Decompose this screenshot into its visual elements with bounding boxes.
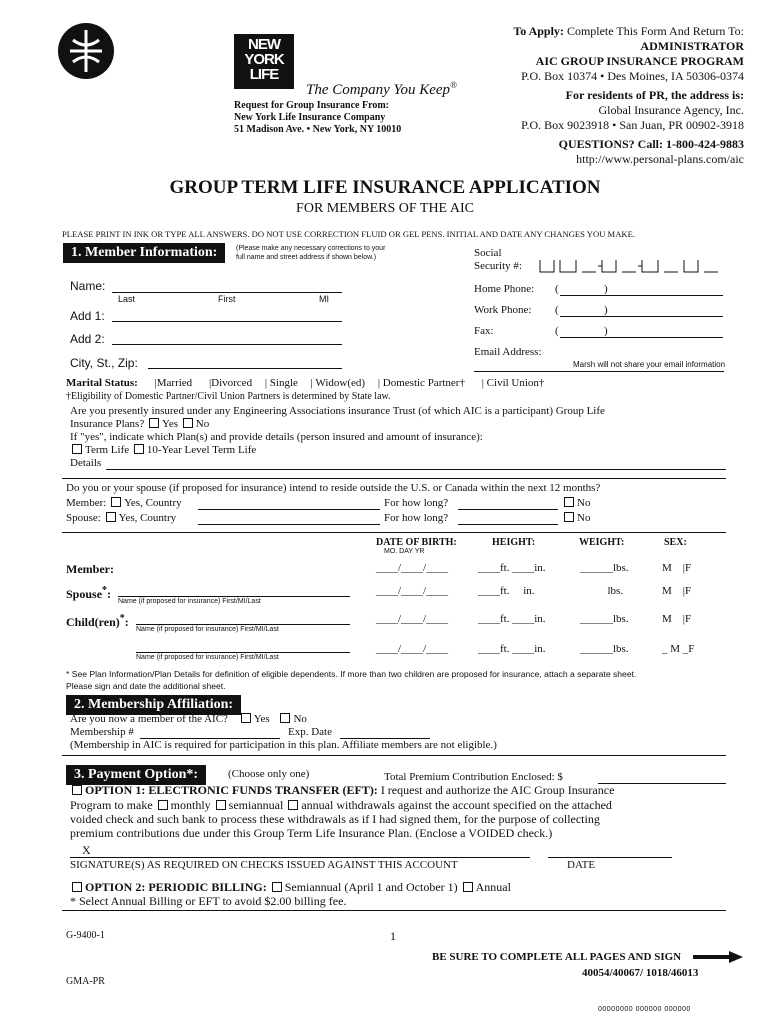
- option-2-line: [70, 880, 511, 895]
- semiannual-label: semiannual: [228, 798, 284, 812]
- member-sex[interactable]: M |F: [662, 562, 692, 574]
- form-number: G-9400-1: [66, 930, 105, 941]
- sex-header: SEX:: [664, 537, 687, 548]
- spouse-no-label: No: [577, 512, 591, 524]
- spouse-reside-label: Spouse:: [66, 512, 101, 524]
- spouse-sex[interactable]: M |F: [662, 585, 692, 597]
- spouse-how-long-field[interactable]: [458, 524, 558, 525]
- weight-header: WEIGHT:: [579, 537, 625, 548]
- section-3-header: 3. Payment Option*:: [66, 765, 206, 785]
- child2-weight[interactable]: ______lbs.: [580, 643, 629, 655]
- complete-notice: BE SURE TO COMPLETE ALL PAGES AND SIGN: [432, 951, 682, 963]
- option-2-title: OPTION 2: PERIODIC BILLING:: [85, 880, 267, 894]
- pr-line-1: Global Insurance Agency, Inc.: [598, 103, 744, 117]
- insured-no-label: No: [195, 418, 210, 430]
- term-life-label: Term Life: [85, 444, 130, 456]
- home-phone-field[interactable]: [560, 295, 723, 296]
- spouse-name-caption: Name (if proposed for insurance) First/MI/Last: [118, 598, 261, 605]
- term-life-checkbox[interactable]: [72, 444, 82, 454]
- height-header: HEIGHT:: [492, 537, 536, 548]
- first-label: First: [218, 294, 236, 304]
- if-yes-text: If "yes", indicate which Plan(s) and provide details (person insured and amount of insurance):: [70, 431, 483, 443]
- signature-field[interactable]: [70, 857, 530, 858]
- marital-civil-union[interactable]: Civil Union†: [486, 377, 545, 389]
- opt2-semiannual-label: Semiannual (April 1 and October 1): [284, 880, 458, 894]
- logo-line-3: LIFE: [249, 66, 279, 83]
- in-label: in.: [534, 613, 546, 625]
- tagline: [306, 80, 457, 99]
- in-label: in.: [534, 643, 546, 655]
- insured-question-2-text: Insurance Plans?: [70, 418, 145, 430]
- pr-lead: For residents of PR, the address is:: [565, 88, 744, 102]
- pr-line-2: P.O. Box 9023918 • San Juan, PR 00902-3918: [521, 118, 744, 132]
- spouse-yes-checkbox[interactable]: [106, 512, 116, 522]
- marital-label: Marital Status:: [66, 377, 138, 389]
- logo-line-1: NEW: [248, 36, 280, 53]
- last-label: Last: [118, 294, 136, 304]
- email-field[interactable]: [474, 371, 724, 372]
- ten-year-checkbox[interactable]: [134, 444, 144, 454]
- option-1-checkbox[interactable]: [72, 785, 82, 795]
- child1-weight[interactable]: ______lbs.: [580, 613, 629, 625]
- note-line-2: full name and street address if shown below.): [236, 254, 377, 261]
- child1-name-field[interactable]: [136, 624, 350, 625]
- spouse-reside: [66, 512, 176, 524]
- total-premium: Total Premium Contribution Enclosed: $: [384, 771, 563, 783]
- add2-label: Add 2:: [70, 332, 105, 346]
- fax-area: (: [555, 325, 559, 337]
- member-no-checkbox[interactable]: [564, 497, 574, 507]
- spouse-how-long-label: For how long?: [384, 512, 449, 524]
- choose-note: (Choose only one): [228, 768, 310, 780]
- ft-label: ft.: [500, 643, 510, 655]
- ssn-label: [474, 247, 522, 273]
- marital-married[interactable]: Married: [156, 377, 193, 389]
- f-label: F: [684, 585, 692, 597]
- apply-line-2: AIC GROUP INSURANCE PROGRAM: [535, 54, 744, 68]
- membership-number-label: Membership #: [70, 726, 134, 738]
- option-1-text-4: premium contributions due under this Group Term Life Insurance Plan. (Enclose a VOIDED check.): [70, 826, 553, 840]
- request-line-2: New York Life Insurance Company: [234, 112, 386, 123]
- ssn-label-1: Social: [474, 247, 502, 259]
- child1-dob[interactable]: ____/____/____: [376, 613, 449, 625]
- fax-field[interactable]: [560, 337, 723, 338]
- form-subtitle: FOR MEMBERS OF THE AIC: [296, 201, 474, 216]
- opt2-annual-label: Annual: [475, 880, 511, 894]
- f-label: F: [688, 643, 695, 655]
- membership-no-checkbox[interactable]: [280, 713, 290, 723]
- footnote-2: Please sign and date the additional sheet.: [66, 681, 226, 691]
- membership-no-label: No: [293, 713, 307, 725]
- apply-lead-rest: Complete This Form And Return To:: [566, 24, 744, 38]
- dob-header: DATE OF BIRTH:: [376, 537, 457, 548]
- divider-4: [62, 910, 726, 911]
- nyl-logo: [234, 34, 294, 89]
- spouse-no: [562, 512, 590, 524]
- row-spouse-text: Spouse: [66, 587, 103, 601]
- annual-checkbox[interactable]: [288, 800, 298, 810]
- section-1-note: [236, 244, 385, 262]
- row-spouse-sup: *: [102, 585, 108, 596]
- member-weight[interactable]: ______lbs.: [580, 562, 629, 574]
- questions-phone: QUESTIONS? Call: 1-800-424-9883: [558, 137, 744, 151]
- member-reside-label: Member:: [66, 497, 107, 509]
- row-member-label: [66, 562, 114, 577]
- add1-field[interactable]: [112, 321, 342, 322]
- signature-date-label: DATE: [567, 859, 596, 871]
- child1-sex[interactable]: M |F: [662, 613, 692, 625]
- home-phone-area: (: [555, 283, 559, 295]
- option-1-line: [70, 783, 614, 798]
- divider-3: [62, 755, 726, 756]
- ft-label: ft.: [500, 562, 510, 574]
- dob-sub: MO. DAY YR: [384, 548, 425, 555]
- option-1-text-2b: withdrawals against the account specified on the attached: [336, 798, 612, 812]
- divider-1: [62, 478, 726, 479]
- work-phone-field[interactable]: [560, 316, 723, 317]
- marital-widowed[interactable]: Widow(ed): [315, 377, 366, 389]
- member-no: [562, 497, 590, 509]
- divider-2: [62, 532, 726, 533]
- apply-lead: To Apply:: [513, 24, 564, 38]
- row-children-sup: *: [119, 613, 125, 624]
- details-label: Details: [70, 457, 102, 469]
- spouse-no-checkbox[interactable]: [564, 512, 574, 522]
- membership-yes-label: Yes: [253, 713, 270, 725]
- member-yes-checkbox[interactable]: [111, 497, 121, 507]
- page-number: 1: [390, 929, 396, 943]
- home-phone-area-close: ): [604, 283, 608, 295]
- m-label: M: [662, 613, 672, 625]
- fax-label: Fax:: [474, 325, 494, 337]
- spouse-dob[interactable]: ____/____/____: [376, 585, 449, 597]
- eligibility-note: †Eligibility of Domestic Partner/Civil Union Partners is determined by State law.: [66, 391, 391, 402]
- row-children-text: Child(ren): [66, 615, 120, 629]
- opt2-annual-checkbox[interactable]: [463, 882, 473, 892]
- apply-line-3: P.O. Box 10374 • Des Moines, IA 50306-0374: [521, 69, 744, 83]
- name-field[interactable]: [112, 292, 342, 293]
- insured-question: Are you presently insured under any Engineering Associations insurance Trust (of which AIC is a participant) Group Life: [70, 405, 605, 417]
- row-spouse-label: Spouse*:: [66, 585, 112, 601]
- child2-height[interactable]: ____ft. ____in.: [478, 643, 546, 655]
- email-label: Email Address:: [474, 346, 542, 358]
- child2-name-caption: Name (if proposed for insurance) First/MI/Last: [136, 654, 279, 661]
- plan-options: [70, 444, 256, 456]
- spouse-name-field[interactable]: [118, 596, 350, 597]
- monthly-checkbox[interactable]: [158, 800, 168, 810]
- select-note: * Select Annual Billing or EFT to avoid $2.00 billing fee.: [70, 894, 347, 908]
- annual-label: annual: [301, 798, 334, 812]
- fax-area-close: ): [604, 325, 608, 337]
- lbs-label: lbs.: [607, 585, 624, 597]
- footnote: * See Plan Information/Plan Details for definition of eligible dependents. If more than two children are proposed for insurance, attach a separate sheet.: [66, 669, 637, 679]
- barcode-text: 00000000 000000 000000: [598, 1006, 691, 1013]
- add1-label: Add 1:: [70, 309, 105, 323]
- row-member-text: Member:: [66, 562, 114, 576]
- form-codes: 40054/40067/ 1018/46013: [582, 967, 699, 979]
- signature-label: SIGNATURE(S) AS REQUIRED ON CHECKS ISSUED AGAINST THIS ACCOUNT: [70, 859, 458, 871]
- tagline-text: The Company You Keep: [306, 82, 451, 98]
- apply-block: [513, 24, 744, 167]
- insured-yes-checkbox[interactable]: [149, 418, 159, 428]
- member-dob[interactable]: ____/____/____: [376, 562, 449, 574]
- m-label: M: [670, 643, 681, 655]
- row-children-label: Child(ren)*:: [66, 613, 129, 629]
- work-phone-label: Work Phone:: [474, 304, 532, 316]
- opt2-semiannual-checkbox[interactable]: [272, 882, 282, 892]
- signature-date-field[interactable]: [548, 857, 672, 858]
- insured-question-2: [70, 418, 209, 430]
- ten-year-label: 10-Year Level Term Life: [146, 444, 257, 456]
- city-field[interactable]: [148, 368, 342, 369]
- mi-label: MI: [319, 294, 329, 304]
- marital-divorced[interactable]: Divorced: [211, 377, 253, 389]
- option-2-checkbox[interactable]: [72, 882, 82, 892]
- add2-field[interactable]: [112, 344, 342, 345]
- marital-single[interactable]: Single: [269, 377, 298, 389]
- in-label: in.: [523, 585, 535, 597]
- lbs-label: lbs.: [613, 562, 629, 574]
- f-label: F: [684, 613, 692, 625]
- in-label: in.: [534, 562, 546, 574]
- spouse-height[interactable]: ____ft. in.: [478, 585, 535, 597]
- m-label: M: [662, 585, 672, 597]
- child1-name-caption: Name (if proposed for insurance) First/MI/Last: [136, 626, 279, 633]
- arrow-right-icon: [693, 951, 743, 963]
- city-label: City, St., Zip:: [70, 356, 138, 370]
- name-label: Name:: [70, 279, 106, 293]
- total-premium-field[interactable]: [598, 783, 726, 784]
- spouse-country-field[interactable]: [198, 524, 380, 525]
- membership-yes-checkbox[interactable]: [241, 713, 251, 723]
- option-1-text-2a: Program to make: [70, 798, 153, 812]
- member-no-label: No: [577, 497, 591, 509]
- membership-note: (Membership in AIC is required for participation in this plan. Affiliate members are not eligible.): [70, 739, 497, 751]
- reside-question: Do you or your spouse (if proposed for insurance) intend to reside outside the U.S. or Canada within the next 12 months?: [66, 482, 601, 494]
- option-1-text-3: voided check and such bank to process these withdrawals as if I had signed them, for the purpose of collecting: [70, 812, 600, 826]
- exp-date-label: Exp. Date: [288, 726, 332, 738]
- marital-domestic-partner[interactable]: Domestic Partner†: [382, 377, 465, 389]
- ssn-field[interactable]: [538, 258, 728, 274]
- f-label: F: [684, 562, 692, 574]
- child2-dob[interactable]: ____/____/____: [376, 643, 449, 655]
- child2-sex[interactable]: _ M _F: [662, 643, 695, 655]
- member-country-label: Yes, Country: [124, 497, 182, 509]
- semiannual-checkbox[interactable]: [216, 800, 226, 810]
- form-title: GROUP TERM LIFE INSURANCE APPLICATION: [169, 177, 601, 198]
- lbs-label: lbs.: [613, 643, 629, 655]
- ssn-label-2: Security #:: [474, 260, 522, 272]
- membership-question: [70, 713, 307, 725]
- apply-line-1: ADMINISTRATOR: [640, 39, 744, 53]
- signature-x: X: [82, 843, 91, 857]
- tagline-mark: ®: [450, 80, 457, 90]
- member-how-long-label: For how long?: [384, 497, 449, 509]
- marital-status: Marital Status: |Married |Divorced | Single | Widow(ed) | Domestic Partner† | Civil Union†: [66, 377, 545, 389]
- home-phone-label: Home Phone:: [474, 283, 535, 295]
- option-1-text-1: I request and authorize the AIC Group Insurance: [380, 783, 615, 797]
- section-1-header: 1. Member Information:: [63, 243, 225, 263]
- note-line-1: (Please make any necessary corrections to your: [236, 245, 386, 252]
- spouse-weight[interactable]: [580, 585, 623, 597]
- ft-label: ft.: [500, 585, 510, 597]
- details-field[interactable]: [106, 469, 726, 470]
- option-1-title: OPTION 1: ELECTRONIC FUNDS TRANSFER (EFT):: [85, 783, 378, 797]
- lbs-label: lbs.: [613, 613, 629, 625]
- option-1-line-2: [70, 798, 612, 813]
- gma-code: GMA-PR: [66, 976, 105, 987]
- spouse-country-label: Yes, Country: [118, 512, 177, 524]
- request-line-1: Request for Group Insurance From:: [234, 100, 389, 111]
- monthly-label: monthly: [170, 798, 211, 812]
- insured-no-checkbox[interactable]: [183, 418, 193, 428]
- work-phone-area: (: [555, 304, 559, 316]
- membership-question-text: Are you now a member of the AIC?: [70, 713, 228, 725]
- circle-logo-icon: [57, 22, 115, 80]
- member-country-field[interactable]: [198, 509, 380, 510]
- member-how-long-field[interactable]: [458, 509, 558, 510]
- ft-label: ft.: [500, 613, 510, 625]
- request-line-3: 51 Madison Ave. • New York, NY 10010: [234, 124, 402, 135]
- website-link[interactable]: http://www.personal-plans.com/aic: [576, 152, 744, 166]
- child2-name-field[interactable]: [136, 652, 350, 653]
- request-block: [234, 100, 401, 136]
- work-phone-area-close: ): [604, 304, 608, 316]
- logo-line-2: YORK: [244, 51, 284, 68]
- insured-yes-label: Yes: [161, 418, 178, 430]
- child1-height[interactable]: ____ft. ____in.: [478, 613, 546, 625]
- instructions: PLEASE PRINT IN INK OR TYPE ALL ANSWERS. DO NOT USE CORRECTION FLUID OR GEL PENS. INITIAL AND DATE ANY CHANGES YOU MAKE.: [62, 229, 635, 239]
- member-reside: [66, 497, 182, 509]
- section-2-header: 2. Membership Affiliation:: [66, 695, 241, 715]
- member-height[interactable]: ____ft. ____in.: [478, 562, 546, 574]
- email-note: Marsh will not share your email information: [573, 360, 726, 369]
- m-label: M: [662, 562, 672, 574]
